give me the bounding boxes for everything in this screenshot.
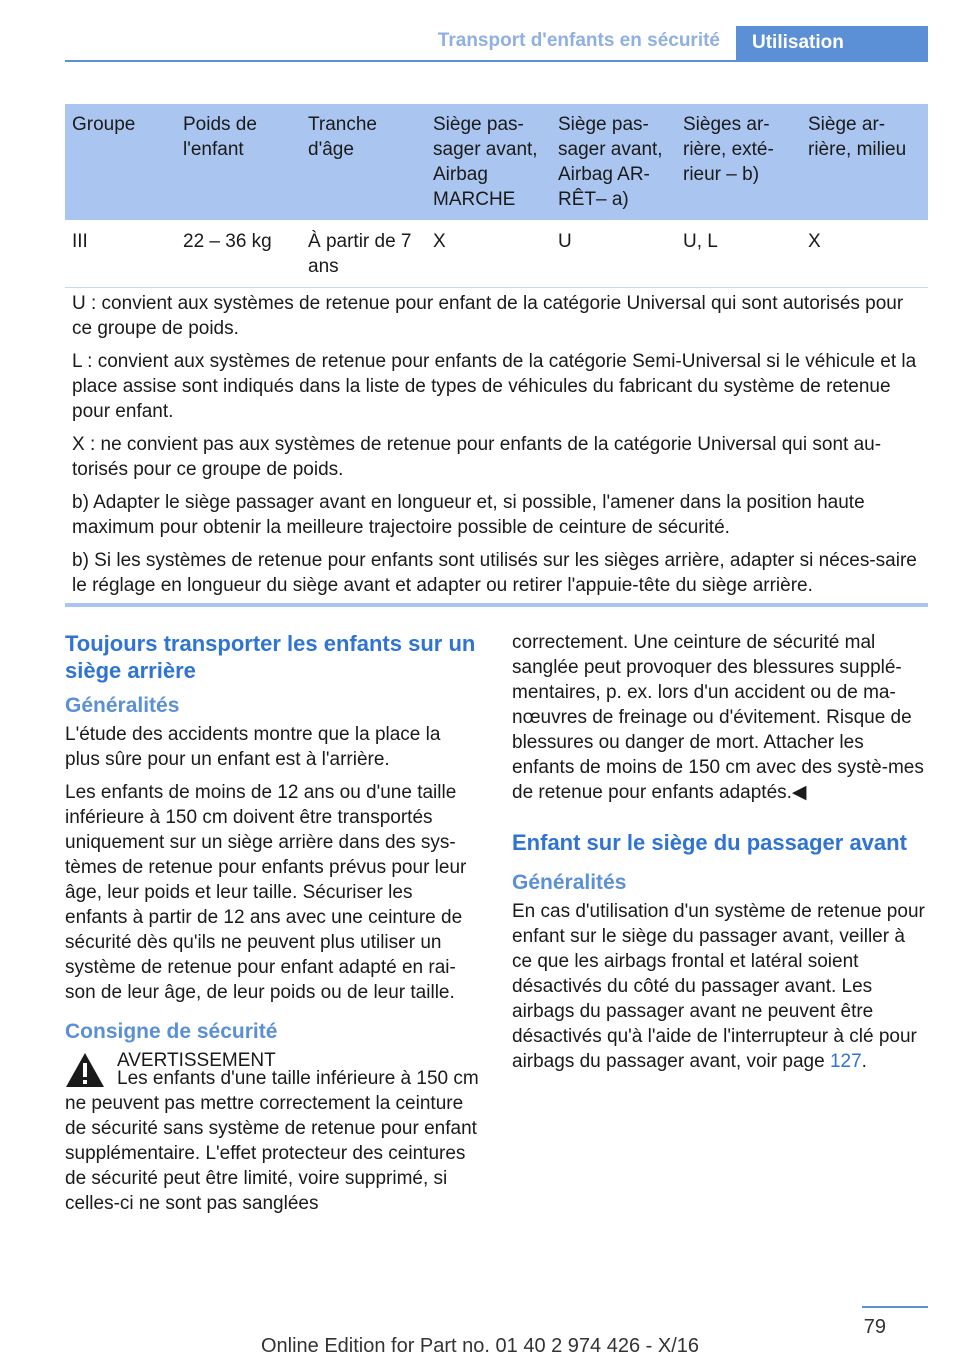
- section-heading-front-seat: Enfant sur le siège du passager avant: [512, 830, 907, 855]
- subheading-general: Généralités: [512, 871, 627, 894]
- warning-title: AVERTISSEMENT: [117, 1050, 276, 1071]
- section-title: Transport d'enfants en sécurité: [437, 30, 720, 51]
- paragraph: L'étude des accidents montre que la place la plus sûre pour un enfant est à l'arrière.: [65, 724, 441, 770]
- col-siege-avant-arret: Siège pas-sager avant, Airbag AR-RÊT– a): [551, 104, 676, 220]
- subheading-safety: Consigne de sécurité: [65, 1020, 278, 1043]
- note-x: X : ne convient pas aux systèmes de retenue pour enfants de la catégorie Universal qui sont au-torisés pour ce groupe de poids.: [72, 434, 882, 480]
- paragraph: correctement. Une ceinture de sécurité mal sanglée peut provoquer des blessures supplé-mentaires, p. ex. lors d'un accident ou de ma-nœuvres de freinage ou d'évitement. Risque de blessures ou danger de mort. Attacher les enfants de moins de 150 cm avec des systè-mes de retenue pour enfants adaptés.◀: [512, 632, 924, 803]
- warning-block: [65, 1048, 480, 1098]
- edition-note: Online Edition for Part no. 01 40 2 974 426 - X/16: [260, 1335, 700, 1357]
- cell-groupe: III: [65, 220, 176, 288]
- cell-siege-avant-arret: U: [551, 220, 676, 288]
- warning-triangle-icon: [65, 1052, 105, 1088]
- warning-text: Les enfants d'une taille inférieure à 150 cm ne peuvent pas mettre correctement la ceinture de sécurité sans système de retenue pour enfant supplémentaire. L'effet protecteur des ceintures de sécurité peut être limité, voire supprimé, si celles-ci ne sont pas sanglées: [65, 1068, 479, 1214]
- col-sieges-arriere-exterieur: Sièges ar-rière, exté-rieur – b): [676, 104, 801, 220]
- chapter-tab[interactable]: Utilisation: [736, 26, 928, 62]
- section-heading-rear-seat: Toujours transporter les enfants sur un siège arrière: [65, 631, 476, 683]
- group-table: [65, 104, 928, 288]
- table-notes: [72, 291, 922, 606]
- note-l: L : convient aux systèmes de retenue pour enfants de la catégorie Semi-Universal si le véhicule et la place assise sont indiqués dans la liste de types de véhicules du fabricant du système de retenue pour enfant.: [72, 351, 917, 422]
- paragraph-end: .: [861, 1051, 867, 1072]
- cell-sieges-arriere-exterieur: U, L: [676, 220, 801, 288]
- paragraph-text: En cas d'utilisation d'un système de retenue pour enfant sur le siège du passager avant, veiller à ce que les airbags frontal et latéral soient désactivés du côté du passager avant. Les airbags du passager avant ne peuvent être désactivés qu'à l'aide de l'interrupteur à clé pour airbags du passager avant, voir page: [512, 901, 925, 1072]
- note-b-rear: b) Si les systèmes de retenue pour enfants sont utilisés sur les sièges arrière, adapter si néces-saire le réglage en longueur du siège avant et adapter ou retirer l'appuie-tête du siège arrière.: [72, 550, 917, 596]
- left-column: [65, 630, 480, 1224]
- cell-poids: 22 – 36 kg: [176, 220, 301, 288]
- col-poids: Poids de l'enfant: [176, 104, 301, 220]
- page-number: 79: [863, 1316, 886, 1338]
- paragraph: Les enfants de moins de 12 ans ou d'une taille inférieure à 150 cm doivent être transportés uniquement sur un siège arrière dans des sys-tèmes de retenue pour enfants prévus pour leur âge, leur poids et leur taille. Sécuriser les enfants à partir de 12 ans avec une ceinture de sécurité dès qu'ils ne peuvent plus utiliser un système de retenue pour enfant adapté en rai-son de leur âge, de leur poids ou de leur taille.: [65, 782, 467, 1003]
- paragraph-with-link: [512, 899, 927, 1074]
- page-link[interactable]: 127: [829, 1051, 862, 1072]
- table-row: [65, 220, 928, 288]
- table-bottom-rule: [65, 603, 928, 607]
- note-b-front: b) Adapter le siège passager avant en longueur et, si possible, l'amener dans la position haute maximum pour obtenir la meilleure trajectoire possible de ceinture de sécurité.: [72, 492, 865, 538]
- header-rule: [65, 60, 928, 62]
- col-siege-arriere-milieu: Siège ar-rière, milieu: [801, 104, 928, 220]
- footer-rule: [862, 1306, 928, 1308]
- col-groupe: Groupe: [65, 104, 176, 220]
- cell-tranche: À partir de 7 ans: [301, 220, 426, 288]
- subheading-general: Généralités: [65, 694, 180, 717]
- col-tranche: Tranche d'âge: [301, 104, 426, 220]
- table-header-row: [65, 104, 928, 220]
- note-u: U : convient aux systèmes de retenue pour enfant de la catégorie Universal qui sont autorisés pour ce groupe de poids.: [72, 293, 904, 339]
- cell-siege-arriere-milieu: X: [801, 220, 928, 288]
- col-siege-avant-marche: Siège pas-sager avant, Airbag MARCHE: [426, 104, 551, 220]
- cell-siege-avant-marche: X: [426, 220, 551, 288]
- right-column: [512, 630, 927, 1082]
